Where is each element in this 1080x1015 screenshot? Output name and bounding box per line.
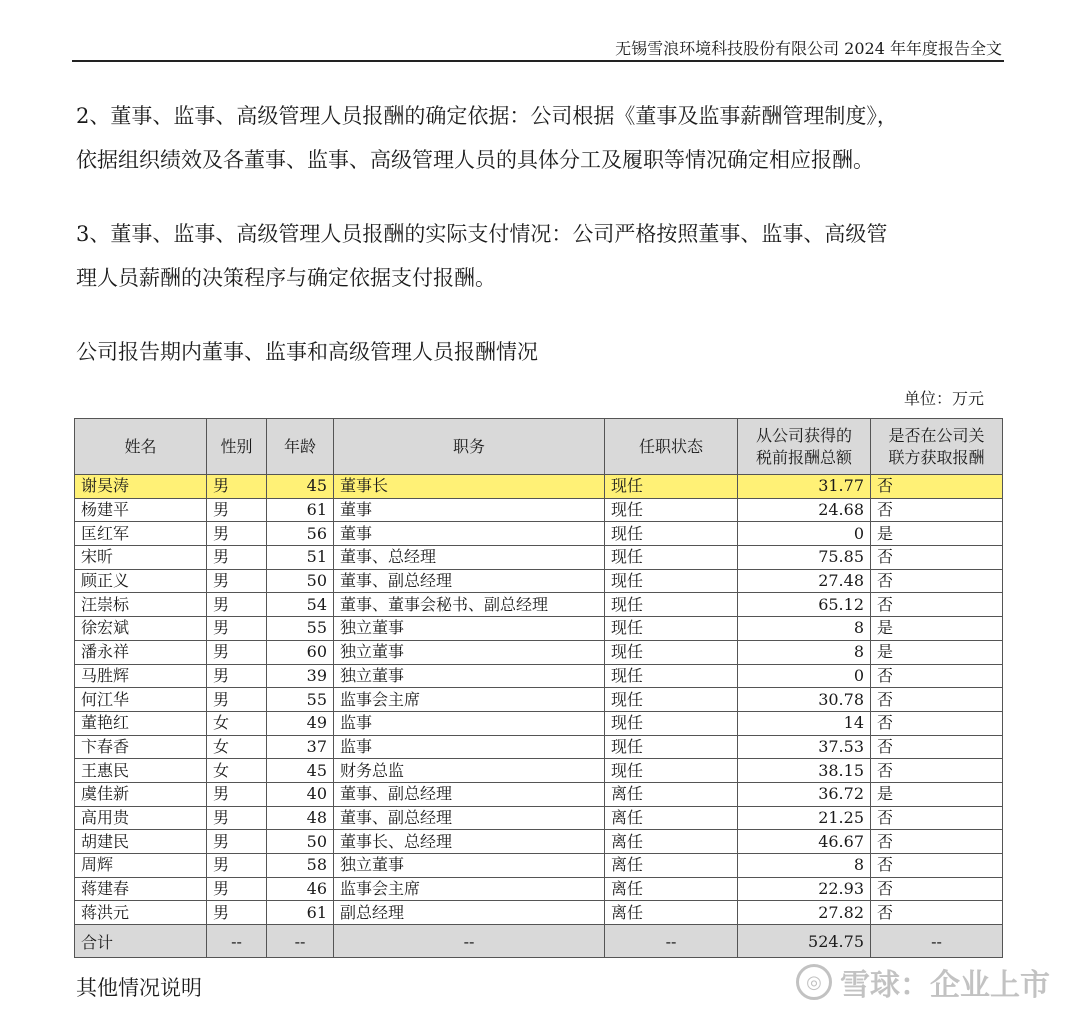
cell-position: 董事、总经理 (334, 546, 605, 570)
cell-related: 否 (871, 593, 1003, 617)
table-row (75, 546, 1003, 570)
cell-position: 董事、董事会秘书、副总经理 (334, 593, 605, 617)
cell-status: 现任 (605, 475, 738, 499)
total-related: -- (871, 925, 1003, 958)
cell-age: 39 (267, 664, 334, 688)
cell-gender: 男 (207, 664, 267, 688)
cell-gender: 男 (207, 854, 267, 878)
paragraph-3-line-2: 理人员薪酬的决策程序与确定依据支付报酬。 (76, 266, 496, 290)
cell-related: 否 (871, 475, 1003, 499)
cell-status: 离任 (605, 877, 738, 901)
cell-pay: 46.67 (738, 830, 871, 854)
cell-related: 否 (871, 735, 1003, 759)
cell-status: 离任 (605, 806, 738, 830)
header-pay-line-1: 从公司获得的 (755, 425, 852, 445)
header-position: 职务 (334, 419, 605, 475)
table-row (75, 711, 1003, 735)
cell-gender: 男 (207, 522, 267, 546)
cell-related: 否 (871, 711, 1003, 735)
cell-pay: 27.82 (738, 901, 871, 925)
cell-related: 否 (871, 498, 1003, 522)
header-status: 任职状态 (605, 419, 738, 475)
cell-related: 是 (871, 617, 1003, 641)
cell-gender: 女 (207, 735, 267, 759)
cell-gender: 男 (207, 782, 267, 806)
cell-pay: 24.68 (738, 498, 871, 522)
cell-related: 否 (871, 688, 1003, 712)
cell-gender: 男 (207, 617, 267, 641)
cell-pay: 38.15 (738, 759, 871, 783)
table-row (75, 640, 1003, 664)
paragraph-2 (76, 94, 1006, 182)
cell-related: 否 (871, 759, 1003, 783)
cell-name: 周辉 (75, 854, 207, 878)
cell-gender: 男 (207, 498, 267, 522)
total-status: -- (605, 925, 738, 958)
cell-position: 董事、副总经理 (334, 782, 605, 806)
cell-gender: 男 (207, 830, 267, 854)
cell-gender: 女 (207, 711, 267, 735)
cell-name: 卞春香 (75, 735, 207, 759)
cell-position: 董事 (334, 522, 605, 546)
cell-name: 蒋洪元 (75, 901, 207, 925)
table-total-row (75, 925, 1003, 958)
other-title: 其他情况说明 (76, 976, 202, 1000)
cell-position: 董事、副总经理 (334, 806, 605, 830)
cell-pay: 75.85 (738, 546, 871, 570)
cell-status: 现任 (605, 640, 738, 664)
cell-status: 现任 (605, 664, 738, 688)
cell-status: 现任 (605, 688, 738, 712)
cell-age: 37 (267, 735, 334, 759)
cell-name: 高用贵 (75, 806, 207, 830)
cell-age: 49 (267, 711, 334, 735)
cell-name: 虞佳新 (75, 782, 207, 806)
cell-position: 独立董事 (334, 617, 605, 641)
cell-gender: 女 (207, 759, 267, 783)
table-row (75, 901, 1003, 925)
cell-name: 汪崇标 (75, 593, 207, 617)
paragraph-2-line-1: 2、董事、监事、高级管理人员报酬的确定依据：公司根据《董事及监事薪酬管理制度》， (76, 104, 898, 128)
cell-pay: 8 (738, 640, 871, 664)
cell-age: 54 (267, 593, 334, 617)
cell-status: 现任 (605, 759, 738, 783)
cell-name: 顾正义 (75, 569, 207, 593)
cell-pay: 37.53 (738, 735, 871, 759)
paragraph-3-line-1: 3、董事、监事、高级管理人员报酬的实际支付情况：公司严格按照董事、监事、高级管 (76, 222, 888, 246)
cell-position: 监事会主席 (334, 877, 605, 901)
cell-gender: 男 (207, 569, 267, 593)
table-row (75, 475, 1003, 499)
cell-status: 离任 (605, 854, 738, 878)
cell-name: 谢昊涛 (75, 475, 207, 499)
cell-pay: 21.25 (738, 806, 871, 830)
compensation-table (74, 418, 1003, 958)
cell-pay: 31.77 (738, 475, 871, 499)
table-row (75, 854, 1003, 878)
cell-related: 是 (871, 640, 1003, 664)
cell-gender: 男 (207, 640, 267, 664)
cell-name: 蒋建春 (75, 877, 207, 901)
cell-gender: 男 (207, 806, 267, 830)
cell-age: 56 (267, 522, 334, 546)
total-position: -- (334, 925, 605, 958)
table-row (75, 664, 1003, 688)
cell-position: 独立董事 (334, 854, 605, 878)
cell-gender: 男 (207, 546, 267, 570)
cell-position: 董事 (334, 498, 605, 522)
table-row (75, 735, 1003, 759)
cell-related: 否 (871, 830, 1003, 854)
cell-status: 现任 (605, 498, 738, 522)
table-body (75, 475, 1003, 925)
watermark-text: 雪球：企业上市 (840, 968, 1050, 1003)
cell-position: 董事长、总经理 (334, 830, 605, 854)
cell-age: 45 (267, 475, 334, 499)
table-header-row (75, 419, 1003, 475)
cell-position: 财务总监 (334, 759, 605, 783)
cell-position: 独立董事 (334, 640, 605, 664)
header-age: 年龄 (267, 419, 334, 475)
cell-age: 50 (267, 830, 334, 854)
header-pay-line-2: 税前报酬总额 (755, 447, 852, 467)
cell-related: 否 (871, 546, 1003, 570)
cell-related: 否 (871, 854, 1003, 878)
table-row (75, 782, 1003, 806)
cell-age: 61 (267, 901, 334, 925)
cell-position: 独立董事 (334, 664, 605, 688)
cell-gender: 男 (207, 475, 267, 499)
cell-name: 匡红军 (75, 522, 207, 546)
cell-pay: 22.93 (738, 877, 871, 901)
cell-pay: 14 (738, 711, 871, 735)
header-related-line-1: 是否在公司关 (888, 425, 985, 445)
cell-name: 潘永祥 (75, 640, 207, 664)
cell-age: 60 (267, 640, 334, 664)
table-row (75, 688, 1003, 712)
cell-name: 马胜辉 (75, 664, 207, 688)
table-row (75, 593, 1003, 617)
header-related-line-2: 联方获取报酬 (888, 447, 985, 467)
table-row (75, 806, 1003, 830)
cell-pay: 8 (738, 617, 871, 641)
cell-age: 58 (267, 854, 334, 878)
header-pay (738, 419, 871, 475)
cell-pay: 0 (738, 522, 871, 546)
cell-position: 监事 (334, 711, 605, 735)
header-gender: 性别 (207, 419, 267, 475)
cell-age: 45 (267, 759, 334, 783)
cell-position: 董事、副总经理 (334, 569, 605, 593)
cell-age: 40 (267, 782, 334, 806)
cell-age: 61 (267, 498, 334, 522)
watermark (796, 960, 1050, 1004)
section-title: 公司报告期内董事、监事和高级管理人员报酬情况 (76, 340, 538, 364)
header-related (871, 419, 1003, 475)
cell-related: 否 (871, 664, 1003, 688)
cell-age: 50 (267, 569, 334, 593)
cell-name: 徐宏斌 (75, 617, 207, 641)
cell-related: 否 (871, 569, 1003, 593)
cell-status: 现任 (605, 617, 738, 641)
cell-status: 现任 (605, 735, 738, 759)
cell-status: 现任 (605, 569, 738, 593)
table-row (75, 569, 1003, 593)
cell-pay: 27.48 (738, 569, 871, 593)
cell-age: 55 (267, 688, 334, 712)
cell-age: 55 (267, 617, 334, 641)
cell-position: 监事会主席 (334, 688, 605, 712)
table-row (75, 759, 1003, 783)
header-rule (72, 60, 1004, 62)
cell-name: 杨建平 (75, 498, 207, 522)
snowball-icon: ◎ (796, 964, 832, 1000)
paragraph-2-line-2: 依据组织绩效及各董事、监事、高级管理人员的具体分工及履职等情况确定相应报酬。 (76, 148, 874, 172)
table-row (75, 522, 1003, 546)
total-pay: 524.75 (738, 925, 871, 958)
cell-age: 48 (267, 806, 334, 830)
cell-name: 胡建民 (75, 830, 207, 854)
cell-gender: 男 (207, 901, 267, 925)
cell-position: 监事 (334, 735, 605, 759)
cell-pay: 65.12 (738, 593, 871, 617)
cell-age: 51 (267, 546, 334, 570)
cell-name: 宋昕 (75, 546, 207, 570)
cell-pay: 0 (738, 664, 871, 688)
cell-age: 46 (267, 877, 334, 901)
cell-related: 否 (871, 901, 1003, 925)
total-gender: -- (207, 925, 267, 958)
cell-status: 离任 (605, 830, 738, 854)
cell-status: 离任 (605, 901, 738, 925)
header-title: 无锡雪浪环境科技股份有限公司 2024 年年度报告全文 (615, 39, 1002, 58)
cell-related: 是 (871, 782, 1003, 806)
cell-related: 否 (871, 877, 1003, 901)
cell-related: 是 (871, 522, 1003, 546)
unit-label: 单位：万元 (903, 389, 984, 408)
cell-status: 现任 (605, 711, 738, 735)
cell-position: 董事长 (334, 475, 605, 499)
cell-status: 现任 (605, 522, 738, 546)
cell-name: 何江华 (75, 688, 207, 712)
cell-status: 现任 (605, 546, 738, 570)
table-row (75, 498, 1003, 522)
cell-position: 副总经理 (334, 901, 605, 925)
total-age: -- (267, 925, 334, 958)
table-row (75, 877, 1003, 901)
cell-status: 离任 (605, 782, 738, 806)
table-row (75, 617, 1003, 641)
cell-gender: 男 (207, 877, 267, 901)
paragraph-3 (76, 212, 1006, 300)
cell-pay: 8 (738, 854, 871, 878)
cell-gender: 男 (207, 593, 267, 617)
header-name: 姓名 (75, 419, 207, 475)
cell-status: 现任 (605, 593, 738, 617)
cell-pay: 36.72 (738, 782, 871, 806)
cell-pay: 30.78 (738, 688, 871, 712)
table-row (75, 830, 1003, 854)
cell-name: 董艳红 (75, 711, 207, 735)
cell-related: 否 (871, 806, 1003, 830)
total-label: 合计 (75, 925, 207, 958)
cell-gender: 男 (207, 688, 267, 712)
cell-name: 王惠民 (75, 759, 207, 783)
